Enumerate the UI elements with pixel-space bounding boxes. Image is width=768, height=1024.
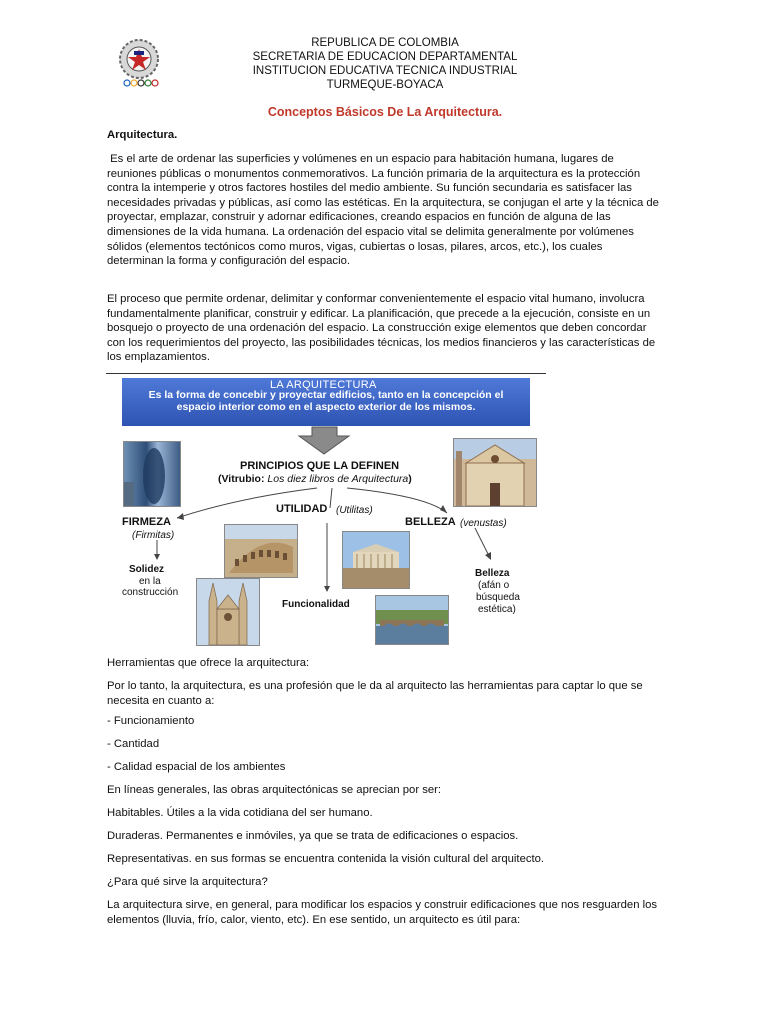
- church-facade-photo: [453, 438, 537, 507]
- para-que-text: La arquitectura sirve, en general, para modificar los espacios y construir edificaciones que nos resguarden los elementos (lluvia, frío, calor, viento, etc). En ese sentido, un arquitecto es útil para:: [107, 899, 658, 926]
- utilidad-label: UTILIDAD: [276, 503, 328, 515]
- paragraph-process: El proceso que permite ordenar, delimitar y conformar convenientemente el espacio vital humano, involucra fundamentalmente planificar, construir y edificar. La planificación, que precede a la ejecución, consiste en un bosquejo o proyecto de una ordenación del espacio. La construcción exige elementos que deben concordar con los requerimientos del proyecto, las posibilidades técnicas, los medios financieros y las características de los emplazamientos.: [107, 293, 656, 364]
- herramientas-intro: Por lo tanto, la arquitectura, es una profesión que le da al arquitecto las herramientas para captar lo que se necesita en cuanto a:: [107, 680, 643, 707]
- utilitas-label: (Utilitas): [336, 505, 373, 516]
- parthenon-photo: [342, 531, 410, 589]
- firmeza-label: FIRMEZA: [122, 516, 171, 528]
- solidez-sub1: en la: [139, 576, 161, 587]
- belleza2-sub2: búsqueda: [476, 592, 520, 603]
- bullet-cantidad: - Cantidad: [107, 738, 160, 750]
- belleza-label: BELLEZA: [405, 516, 456, 528]
- para-que-heading: ¿Para qué sirve la arquitectura?: [107, 876, 268, 888]
- skyscraper-photo: [123, 441, 181, 507]
- school-logo: [112, 37, 167, 89]
- principios-label: PRINCIPIOS QUE LA DEFINEN: [240, 460, 400, 472]
- belleza2-sub3: estética): [478, 604, 516, 615]
- belleza2-label: Belleza: [475, 568, 510, 579]
- header-country: REPUBLICA DE COLOMBIA: [311, 37, 459, 49]
- duraderas-text: Duraderas. Permanentes e inmóviles, ya que se trata de edificaciones o espacios.: [107, 830, 519, 842]
- divider: [106, 373, 546, 374]
- box-title: LA ARQUITECTURA: [270, 379, 377, 391]
- belleza2-sub1: (afán o: [478, 580, 510, 591]
- representativas-text: Representativas. en sus formas se encuentra contenida la visión cultural del arquitecto.: [107, 853, 545, 865]
- box-description: Es la forma de concebir y proyectar edificios, tanto en la concepción el espacio interior como en el aspecto exterior de los mismos.: [148, 389, 504, 413]
- heading-arquitectura: Arquitectura.: [107, 129, 178, 141]
- aqueduct-photo: [375, 595, 449, 645]
- venustas-label: (venustas): [460, 518, 507, 529]
- lineas-generales: En líneas generales, las obras arquitectónicas se aprecian por ser:: [107, 784, 442, 796]
- vitrubio-label: (Vitrubio: Los diez libros de Arquitectura): [218, 473, 412, 485]
- header-institucion: INSTITUCION EDUCATIVA TECNICA INDUSTRIAL: [252, 65, 518, 77]
- bullet-funcionamiento: - Funcionamiento: [107, 715, 195, 727]
- funcionalidad-label: Funcionalidad: [282, 599, 350, 610]
- colosseum-photo: [224, 524, 298, 578]
- solidez-label: Solidez: [129, 564, 165, 575]
- arquitectura-diagram: [117, 378, 535, 648]
- bullet-calidad: - Calidad espacial de los ambientes: [107, 761, 286, 773]
- paragraph-definition: Es el arte de ordenar las superficies y volúmenes en un espacio para habitación humana, lugares de reuniones públicas o monumentos conmemorativos. La función primaria de la arquitectura es la protección contra la intemperie y otros factores hostiles del medio ambiente. Su función secundaria es satisfacer las necesidades privadas y públicas, así como las estéticas. En la arquitectura, se conjugan el arte y la técnica de proyectar, emplazar, construir y adornar edificaciones, creando espacios en función de alguna de las dimensiones de la vida humana. La ordenación del espacio vital se delimita generalmente por volúmenes sólidos (elementos tectónicos como muros, vigas, cubiertas o losas, pilares, arcos, etc.), los cuales determinan la forma y configuración del espacio.: [107, 153, 663, 268]
- header-location: TURMEQUE-BOYACA: [326, 79, 444, 91]
- habitables-text: Habitables. Útiles a la vida cotidiana del ser humano.: [107, 807, 373, 819]
- herramientas-title: Herramientas que ofrece la arquitectura:: [107, 657, 310, 669]
- header-secretaria: SECRETARIA DE EDUCACION DEPARTAMENTAL: [252, 51, 518, 63]
- firmitas-label: (Firmitas): [132, 530, 175, 541]
- page-title: Conceptos Básicos De La Arquitectura.: [267, 105, 503, 119]
- cathedral-photo: [196, 578, 260, 646]
- solidez-sub2: construcción: [122, 587, 179, 598]
